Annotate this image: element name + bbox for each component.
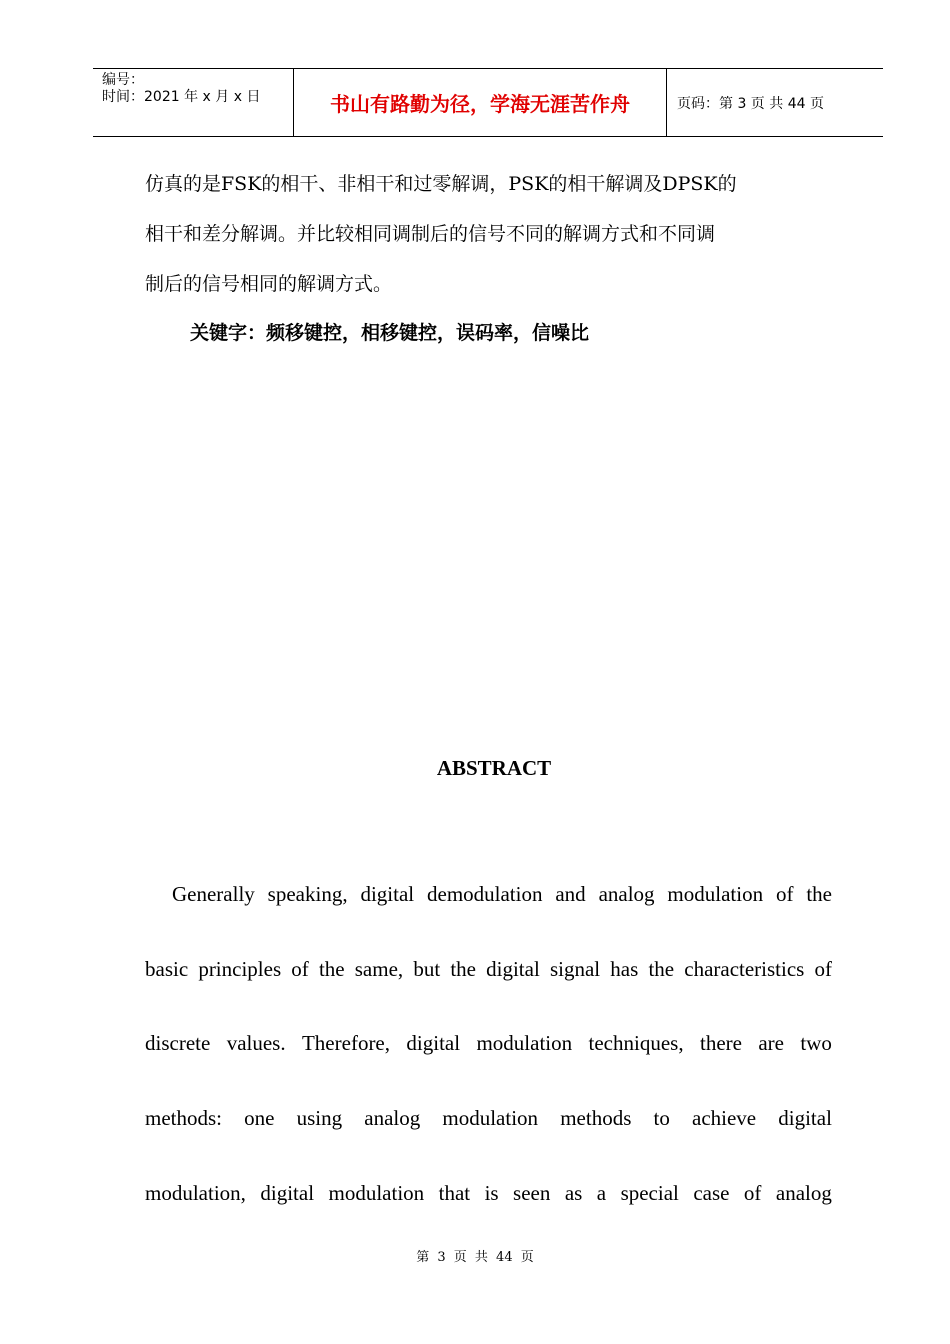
abstract-word: there [699, 1031, 742, 1055]
abstract-word: speaking, [267, 882, 348, 906]
abstract-word: digital [360, 882, 415, 906]
abstract-word: of [775, 882, 794, 906]
page-footer: 第 3 页 共 44 页 [416, 1250, 534, 1265]
header-page-info: 页码：第 3 页 共 44 页 [677, 95, 824, 112]
abstract-word: two [800, 1031, 832, 1055]
chinese-line-1: 仿真的是FSK的相干、非相干和过零解调，PSK的相干解调及DPSK的 [145, 173, 737, 195]
abstract-word: modulation, [145, 1181, 246, 1205]
abstract-word: digital [778, 1106, 832, 1130]
abstract-word: analog [775, 1181, 832, 1205]
abstract-word: analog [364, 1106, 421, 1130]
abstract-word: one [244, 1106, 275, 1130]
abstract-line-2 [145, 957, 832, 982]
page-header [93, 68, 883, 137]
abstract-word: basic [145, 957, 189, 981]
abstract-word: has [610, 957, 639, 981]
chinese-line-2: 相干和差分解调。并比较相同调制后的信号不同的解调方式和不同调 [145, 223, 716, 245]
abstract-line-5 [145, 1181, 832, 1206]
abstract-word: analog [598, 882, 655, 906]
abstract-word: that [438, 1181, 471, 1205]
abstract-word: to [653, 1106, 670, 1130]
abstract-line-3 [145, 1031, 832, 1056]
abstract-title: ABSTRACT [436, 756, 552, 780]
abstract-word: using [296, 1106, 343, 1130]
abstract-word: the [648, 957, 675, 981]
abstract-word: digital [406, 1031, 461, 1055]
abstract-word: the [318, 957, 345, 981]
abstract-word: as [564, 1181, 583, 1205]
abstract-word: signal [549, 957, 601, 981]
abstract-word: and [555, 882, 586, 906]
abstract-word: of [743, 1181, 762, 1205]
abstract-word: seen [513, 1181, 551, 1205]
abstract-word: of [291, 957, 309, 981]
abstract-word: modulation [476, 1031, 573, 1055]
abstract-word: special [620, 1181, 679, 1205]
abstract-word: methods [560, 1106, 632, 1130]
abstract-word: the [450, 957, 476, 981]
abstract-word: modulation [667, 882, 764, 906]
abstract-word: modulation [328, 1181, 425, 1205]
abstract-line-1 [172, 882, 832, 907]
abstract-word: is [484, 1181, 499, 1205]
chinese-line-3: 制后的信号相同的解调方式。 [145, 273, 393, 295]
abstract-word: of [814, 957, 832, 981]
header-motto: 书山有路勤为径，学海无涯苦作舟 [294, 69, 667, 136]
abstract-word: digital [260, 1181, 315, 1205]
header-meta [93, 69, 294, 136]
abstract-word: but [413, 957, 441, 981]
abstract-word: case [693, 1181, 730, 1205]
abstract-word: discrete [145, 1031, 211, 1055]
keywords-line: 关键字：频移键控，相移键控，误码率，信噪比 [190, 322, 590, 344]
abstract-word: values. [226, 1031, 286, 1055]
header-time-label: 时间：2021 年 x 月 x 日 [102, 89, 261, 105]
abstract-word: principles [198, 957, 282, 981]
abstract-word: techniques, [588, 1031, 684, 1055]
abstract-line-4 [145, 1106, 832, 1131]
abstract-word: achieve [692, 1106, 757, 1130]
abstract-word: methods: [145, 1106, 222, 1130]
abstract-word: characteristics [684, 957, 805, 981]
abstract-word: a [596, 1181, 607, 1205]
abstract-word: the [806, 882, 832, 906]
abstract-word: Generally [172, 882, 255, 906]
abstract-word: Therefore, [301, 1031, 391, 1055]
abstract-word: demodulation [427, 882, 543, 906]
abstract-word: modulation [442, 1106, 539, 1130]
header-number-label: 编号： [102, 72, 144, 88]
abstract-word: are [758, 1031, 784, 1055]
abstract-word: same, [354, 957, 404, 981]
abstract-word: digital [486, 957, 540, 981]
